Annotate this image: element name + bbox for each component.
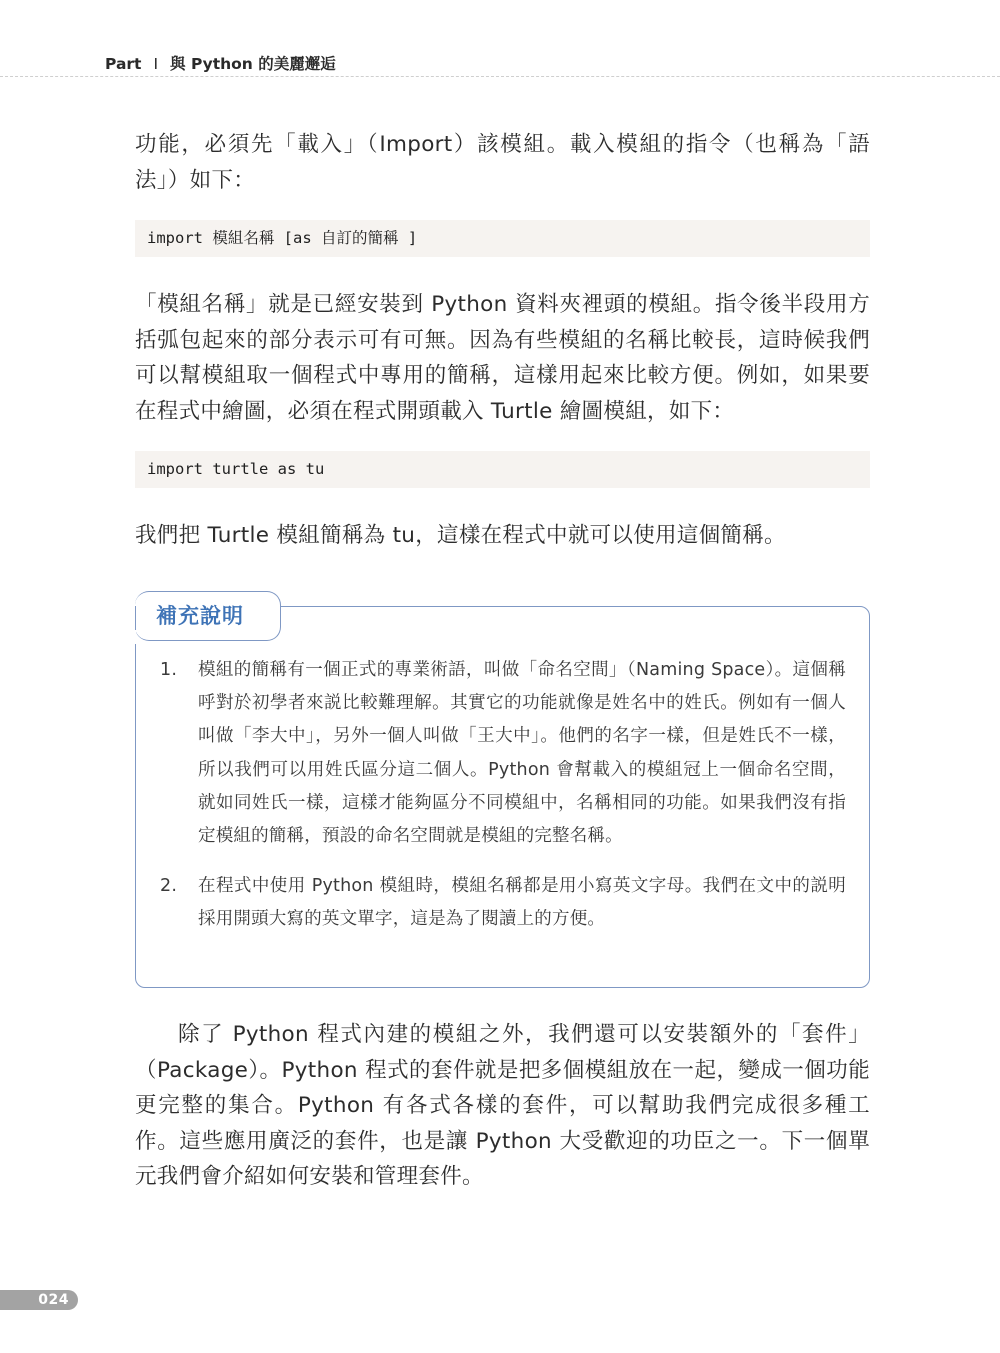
code-block-import-turtle: import turtle as tu (135, 451, 870, 488)
note-title: 補充說明 (156, 604, 244, 628)
note-item-number: 2. (160, 876, 178, 897)
note-list (160, 654, 846, 937)
note-item-1 (160, 654, 846, 853)
body-paragraph-4: 除了 Python 程式內建的模組之外，我們還可以安裝額外的「套件」（Package）。Python 程式的套件就是把多個模組放在一起，變成一個功能更完整的集合。Python 有各式各樣的套件，可以幫助我們完成很多種工作。這些應用廣泛的套件，也是讓 Python 大受歡迎的功臣之一。下一個單元我們會介紹如何安裝和管理套件。 (135, 1022, 870, 1189)
part-number: I (153, 55, 159, 73)
body-paragraph-2: 「模組名稱」就是已經安裝到 Python 資料夾裡頭的模組。指令後半段用方括弧包起來的部分表示可有可無。因為有些模組的名稱比較長，這時候我們可以幫模組取一個程式中專用的簡稱，這樣用起來比較方便。例如，如果要在程式中繪圖，必須在程式開頭載入 Turtle 繪圖模組，如下： (135, 292, 870, 424)
body-paragraph-3: 我們把 Turtle 模組簡稱為 tu，這樣在程式中就可以使用這個簡稱。 (135, 523, 786, 548)
chapter-title: 與 Python 的美麗邂逅 (170, 55, 336, 73)
part-label: Part (105, 55, 142, 73)
page-number: 024 (38, 1292, 69, 1308)
body-paragraph-1: 功能，必須先「載入」（Import）該模組。載入模組的指令（也稱為「語法」）如下： (135, 132, 870, 193)
note-item-2 (160, 870, 846, 936)
code-block-import-syntax: import 模組名稱 [as 自訂的簡稱 ] (135, 220, 870, 257)
note-item-number: 1. (160, 660, 178, 680)
note-tab-edge (135, 606, 136, 630)
page-number-tab (0, 1290, 78, 1310)
running-header (105, 52, 336, 74)
note-item-text: 模組的簡稱有一個正式的專業術語，叫做「命名空間」（Naming Space）。這個稱呼對於初學者來説比較難理解。其實它的功能就像是姓名中的姓氏。例如有一個人叫做「李大中」，另外一個人叫做「王大中」。他們的名字一樣，但是姓氏不一樣，所以我們可以用姓氏區分這二個人。Python 會幫載入的模組冠上一個命名空間，就如同姓氏一樣，這樣才能夠區分不同模組中，名稱相同的功能。如果我們沒有指定模組的簡稱，預設的命名空間就是模組的完整名稱。 (198, 660, 846, 847)
note-item-text: 在程式中使用 Python 模組時，模組名稱都是用小寫英文字母。我們在文中的説明採用開頭大寫的英文單字，這是為了閱讀上的方便。 (198, 876, 846, 930)
header-divider (0, 76, 1000, 78)
